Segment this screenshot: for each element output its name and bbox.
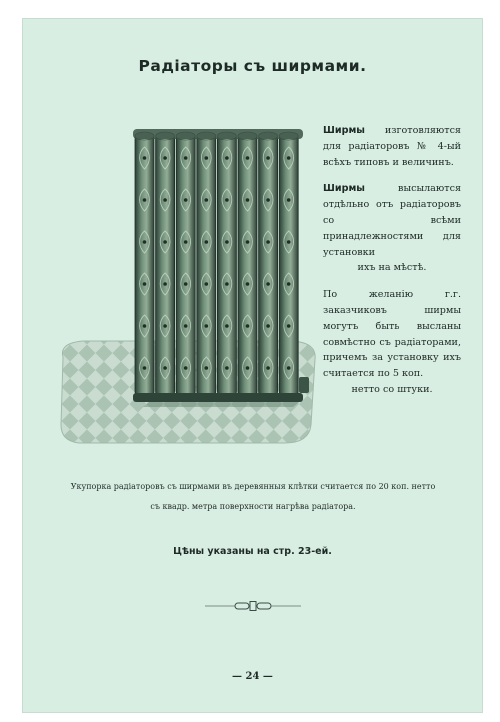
ornament-dot bbox=[225, 324, 229, 328]
ornament-dot bbox=[143, 198, 147, 202]
ornament-dot bbox=[184, 240, 188, 244]
ornament-dot bbox=[225, 366, 229, 370]
ornament-dot bbox=[246, 324, 250, 328]
paragraph-last-line: нетто со штуки. bbox=[351, 383, 433, 395]
ornament-dot bbox=[287, 156, 291, 160]
ornament-dot bbox=[287, 324, 291, 328]
ornament-dot bbox=[205, 198, 209, 202]
ornament-dot bbox=[184, 156, 188, 160]
ornament-dot bbox=[287, 198, 291, 202]
paragraph-text: изготовляются для радіаторовъ № 4-ый всѣхъ типовъ и величинъ. bbox=[323, 125, 461, 168]
paragraph-text: По желанію г.г. заказчиковъ ширмы могутъ быть высланы совмѣстно съ радіаторами, причемъ за установку ихъ считается по 5 коп. bbox=[323, 289, 461, 380]
page-number: — 24 — bbox=[232, 671, 273, 682]
ornament-dot bbox=[163, 240, 167, 244]
ornament-dot bbox=[266, 240, 270, 244]
ornament-dot bbox=[205, 366, 209, 370]
ornament-dot bbox=[184, 324, 188, 328]
paragraph-customer-request bbox=[323, 287, 461, 398]
ornament-dot bbox=[266, 366, 270, 370]
ornament-dot bbox=[205, 282, 209, 286]
packing-note-line: съ квадр. метра поверхности нагрѣва радіатора. bbox=[150, 502, 356, 511]
ornament-dot bbox=[266, 156, 270, 160]
ornament-dot bbox=[246, 240, 250, 244]
ornament-dot bbox=[163, 366, 167, 370]
lead-word: Ширмы bbox=[323, 183, 365, 195]
lead-word: Ширмы bbox=[323, 125, 365, 136]
ornament-dot bbox=[246, 156, 250, 160]
ornament-dot bbox=[225, 156, 229, 160]
ornament-dot bbox=[246, 366, 250, 370]
page-title: Радіаторы съ ширмами. bbox=[138, 57, 367, 75]
ornament-dot bbox=[163, 324, 167, 328]
ornament-dot bbox=[205, 156, 209, 160]
side-description bbox=[323, 123, 461, 409]
ornament-dot bbox=[184, 282, 188, 286]
ornament-dot bbox=[225, 282, 229, 286]
ornament-dot bbox=[184, 366, 188, 370]
divider-ornament-icon bbox=[205, 597, 301, 609]
packing-note bbox=[53, 477, 453, 517]
paragraph-shipping bbox=[323, 181, 461, 276]
ornament-dot bbox=[225, 198, 229, 202]
ornament-dot bbox=[266, 282, 270, 286]
ornament-dot bbox=[287, 240, 291, 244]
paragraph-text: высылаются отдѣльно отъ радіаторовъ со всѣми принадлежностями для установки bbox=[323, 183, 461, 258]
ornament-dot bbox=[205, 240, 209, 244]
ornament-dot bbox=[143, 366, 147, 370]
ornament-dot bbox=[163, 282, 167, 286]
ornament-dot bbox=[246, 282, 250, 286]
paragraph-manufacture bbox=[323, 123, 461, 170]
ornament-dot bbox=[143, 282, 147, 286]
ornament-dot bbox=[287, 282, 291, 286]
ornament-dot bbox=[143, 240, 147, 244]
ornament-dot bbox=[246, 198, 250, 202]
ornament-dot bbox=[287, 366, 291, 370]
ornament-dot bbox=[266, 324, 270, 328]
ornament-dot bbox=[163, 198, 167, 202]
paragraph-last-line: ихъ на мѣстѣ. bbox=[357, 262, 427, 274]
ornament-dot bbox=[163, 156, 167, 160]
ornament-dot bbox=[143, 324, 147, 328]
radiator-illustration bbox=[53, 107, 321, 447]
catalog-page bbox=[22, 18, 483, 713]
ornament-dot bbox=[225, 240, 229, 244]
ornament-dot bbox=[266, 198, 270, 202]
packing-note-line: Укупорка радіаторовъ съ ширмами въ деревянныя клѣтки считается по 20 коп. нетто bbox=[70, 482, 436, 491]
ornament-dot bbox=[143, 156, 147, 160]
ornament-dot bbox=[205, 324, 209, 328]
ornament-dot bbox=[184, 198, 188, 202]
prices-reference: Цѣны указаны на стр. 23-ей. bbox=[173, 546, 332, 557]
